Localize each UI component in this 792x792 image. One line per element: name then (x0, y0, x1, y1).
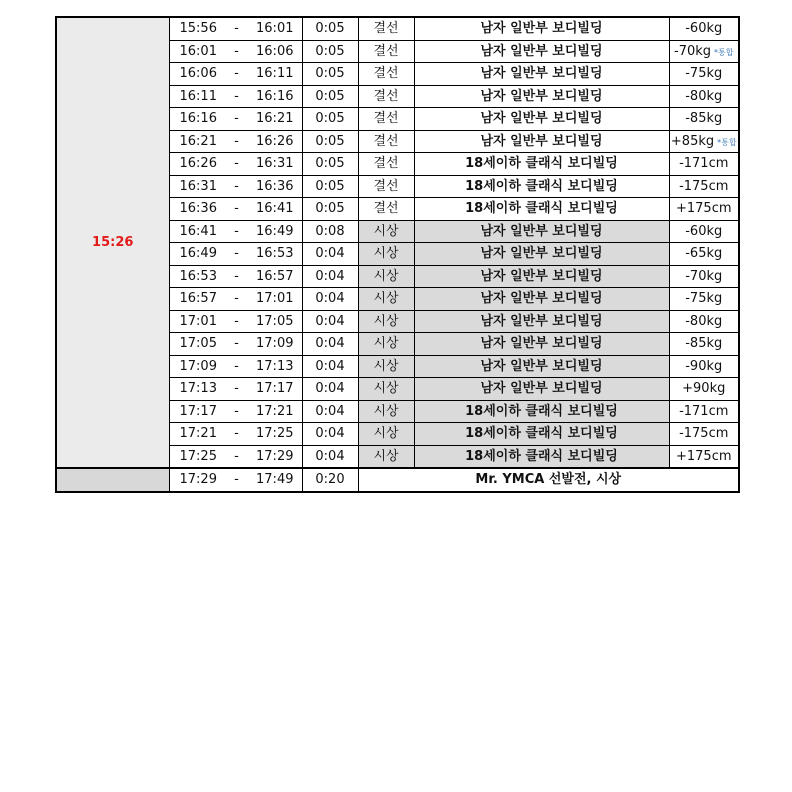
weight-class (669, 310, 739, 333)
event-name: 남자 일반부 보디빌딩 (414, 108, 669, 131)
class-value: -85kg (685, 111, 723, 127)
time-range (169, 108, 302, 131)
start-time: 16:49 (179, 246, 217, 262)
duration: 0:04 (302, 378, 358, 401)
time-range (169, 40, 302, 63)
end-time: 16:53 (256, 246, 294, 262)
end-time: 17:17 (256, 381, 294, 397)
class-value: -80kg (685, 88, 723, 104)
stage: 시상 (358, 355, 414, 378)
event-name: 남자 일반부 보디빌딩 (414, 130, 669, 153)
event-name: 남자 일반부 보디빌딩 (414, 378, 669, 401)
class-value: -171cm (679, 403, 729, 419)
weight-class (669, 220, 739, 243)
weight-class (669, 333, 739, 356)
class-value: +90kg (682, 381, 726, 397)
start-time: 16:41 (179, 223, 217, 239)
stage: 시상 (358, 288, 414, 311)
duration: 0:04 (302, 265, 358, 288)
duration: 0:20 (302, 468, 358, 492)
time-separator: - (234, 448, 239, 464)
time-range (169, 333, 302, 356)
block-start-time: 15:26 (56, 17, 169, 468)
class-value: -85kg (685, 336, 723, 352)
end-time: 17:09 (256, 336, 294, 352)
time-range (169, 288, 302, 311)
class-value: -75kg (685, 66, 723, 82)
end-time: 16:11 (256, 66, 294, 82)
time-range (169, 468, 302, 492)
class-value: +175cm (675, 201, 732, 217)
end-time: 16:49 (256, 223, 294, 239)
start-time: 16:16 (179, 111, 217, 127)
stage: 시상 (358, 445, 414, 468)
time-range (169, 220, 302, 243)
event-name: 18세이하 클래식 보디빌딩 (414, 198, 669, 221)
duration: 0:04 (302, 355, 358, 378)
time-range (169, 63, 302, 86)
weight-class (669, 153, 739, 176)
stage: 시상 (358, 243, 414, 266)
weight-class (669, 288, 739, 311)
weight-class (669, 378, 739, 401)
start-time: 16:11 (179, 88, 217, 104)
duration: 0:05 (302, 130, 358, 153)
time-range (169, 265, 302, 288)
time-range (169, 445, 302, 468)
duration: 0:05 (302, 17, 358, 40)
stage: 결선 (358, 153, 414, 176)
end-time: 16:36 (256, 178, 294, 194)
event-name: 남자 일반부 보디빌딩 (414, 265, 669, 288)
time-separator: - (234, 88, 239, 104)
class-value: +85kg (670, 133, 715, 149)
end-time: 17:05 (256, 313, 294, 329)
start-time: 17:21 (179, 426, 217, 442)
combined-note: *통합 (717, 137, 737, 147)
stage: 시상 (358, 400, 414, 423)
end-time: 16:31 (256, 156, 294, 172)
duration: 0:04 (302, 243, 358, 266)
time-separator: - (234, 472, 239, 488)
time-separator: - (234, 156, 239, 172)
weight-class (669, 63, 739, 86)
event-name: 남자 일반부 보디빌딩 (414, 355, 669, 378)
time-range (169, 175, 302, 198)
stage: 결선 (358, 130, 414, 153)
weight-class (669, 400, 739, 423)
time-separator: - (234, 223, 239, 239)
time-range (169, 17, 302, 40)
stage: 결선 (358, 198, 414, 221)
event-name: 18세이하 클래식 보디빌딩 (414, 423, 669, 446)
schedule-body (56, 17, 739, 492)
time-range (169, 310, 302, 333)
duration: 0:05 (302, 40, 358, 63)
weight-class (669, 108, 739, 131)
duration: 0:05 (302, 175, 358, 198)
class-value: -60kg (685, 223, 723, 239)
time-separator: - (234, 133, 239, 149)
event-name: 남자 일반부 보디빌딩 (414, 17, 669, 40)
time-separator: - (234, 336, 239, 352)
stage: 결선 (358, 108, 414, 131)
duration: 0:04 (302, 310, 358, 333)
event-name: 18세이하 클래식 보디빌딩 (414, 153, 669, 176)
start-time: 17:25 (179, 448, 217, 464)
end-time: 16:01 (256, 21, 294, 37)
start-time: 17:01 (179, 313, 217, 329)
stage: 시상 (358, 310, 414, 333)
time-separator: - (234, 246, 239, 262)
stage: 결선 (358, 63, 414, 86)
time-separator: - (234, 66, 239, 82)
stage: 시상 (358, 265, 414, 288)
event-name: 남자 일반부 보디빌딩 (414, 85, 669, 108)
time-separator: - (234, 358, 239, 374)
time-separator: - (234, 268, 239, 284)
start-time: 16:31 (179, 178, 217, 194)
weight-class (669, 265, 739, 288)
time-range (169, 423, 302, 446)
start-time: 17:29 (179, 472, 217, 488)
event-name: 남자 일반부 보디빌딩 (414, 63, 669, 86)
class-value: -75kg (685, 291, 723, 307)
time-range (169, 243, 302, 266)
time-separator: - (234, 426, 239, 442)
duration: 0:08 (302, 220, 358, 243)
stage: 시상 (358, 378, 414, 401)
stage: 결선 (358, 40, 414, 63)
class-value: -80kg (685, 313, 723, 329)
duration: 0:05 (302, 198, 358, 221)
start-time: 16:21 (179, 133, 217, 149)
event-name: 18세이하 클래식 보디빌딩 (414, 175, 669, 198)
end-time: 16:16 (256, 88, 294, 104)
stage: 시상 (358, 220, 414, 243)
end-time: 16:06 (256, 43, 294, 59)
event-name: 남자 일반부 보디빌딩 (414, 288, 669, 311)
end-time: 17:01 (256, 291, 294, 307)
time-separator: - (234, 43, 239, 59)
time-range (169, 400, 302, 423)
class-value: -175cm (679, 178, 729, 194)
duration: 0:05 (302, 153, 358, 176)
end-time: 16:41 (256, 201, 294, 217)
weight-class (669, 423, 739, 446)
block-empty-cell (56, 468, 169, 492)
time-separator: - (234, 313, 239, 329)
final-row (56, 468, 739, 492)
time-range (169, 153, 302, 176)
time-range (169, 85, 302, 108)
class-value: +175cm (675, 448, 732, 464)
class-value: -171cm (679, 156, 729, 172)
duration: 0:05 (302, 63, 358, 86)
end-time: 16:57 (256, 268, 294, 284)
event-name: 남자 일반부 보디빌딩 (414, 40, 669, 63)
time-separator: - (234, 21, 239, 37)
weight-class (669, 175, 739, 198)
schedule-row (56, 17, 739, 40)
weight-class (669, 130, 739, 153)
stage: 결선 (358, 17, 414, 40)
end-time: 17:13 (256, 358, 294, 374)
start-time: 16:53 (179, 268, 217, 284)
duration: 0:05 (302, 85, 358, 108)
time-separator: - (234, 403, 239, 419)
end-time: 17:25 (256, 426, 294, 442)
duration: 0:04 (302, 288, 358, 311)
schedule-table (55, 16, 740, 493)
start-time: 17:05 (179, 336, 217, 352)
duration: 0:04 (302, 445, 358, 468)
time-separator: - (234, 291, 239, 307)
duration: 0:05 (302, 108, 358, 131)
stage: 결선 (358, 175, 414, 198)
weight-class (669, 17, 739, 40)
stage: 시상 (358, 333, 414, 356)
start-time: 17:17 (179, 403, 217, 419)
class-value: -175cm (679, 426, 729, 442)
time-separator: - (234, 178, 239, 194)
start-time: 17:09 (179, 358, 217, 374)
end-time: 17:21 (256, 403, 294, 419)
time-separator: - (234, 201, 239, 217)
start-time: 16:01 (179, 43, 217, 59)
time-separator: - (234, 381, 239, 397)
combined-note: *통합 (714, 47, 734, 57)
class-value: -65kg (685, 246, 723, 262)
time-range (169, 130, 302, 153)
duration: 0:04 (302, 333, 358, 356)
time-separator: - (234, 111, 239, 127)
weight-class (669, 40, 739, 63)
class-value: -70kg (674, 43, 712, 59)
end-time: 16:26 (256, 133, 294, 149)
weight-class (669, 198, 739, 221)
time-range (169, 378, 302, 401)
end-time: 17:49 (256, 472, 294, 488)
stage: 시상 (358, 423, 414, 446)
time-range (169, 198, 302, 221)
duration: 0:04 (302, 400, 358, 423)
start-time: 16:06 (179, 66, 217, 82)
event-name: 남자 일반부 보디빌딩 (414, 220, 669, 243)
start-time: 17:13 (179, 381, 217, 397)
event-name: 18세이하 클래식 보디빌딩 (414, 400, 669, 423)
start-time: 16:26 (179, 156, 217, 172)
end-time: 16:21 (256, 111, 294, 127)
duration: 0:04 (302, 423, 358, 446)
final-event-name: Mr. YMCA 선발전, 시상 (358, 468, 739, 492)
weight-class (669, 445, 739, 468)
event-name: 남자 일반부 보디빌딩 (414, 310, 669, 333)
event-name: 18세이하 클래식 보디빌딩 (414, 445, 669, 468)
start-time: 16:57 (179, 291, 217, 307)
start-time: 16:36 (179, 201, 217, 217)
class-value: -90kg (685, 358, 723, 374)
stage: 결선 (358, 85, 414, 108)
class-value: -60kg (685, 21, 723, 37)
class-value: -70kg (685, 268, 723, 284)
end-time: 17:29 (256, 448, 294, 464)
event-name: 남자 일반부 보디빌딩 (414, 333, 669, 356)
weight-class (669, 85, 739, 108)
weight-class (669, 243, 739, 266)
start-time: 15:56 (179, 21, 217, 37)
weight-class (669, 355, 739, 378)
time-range (169, 355, 302, 378)
event-name: 남자 일반부 보디빌딩 (414, 243, 669, 266)
